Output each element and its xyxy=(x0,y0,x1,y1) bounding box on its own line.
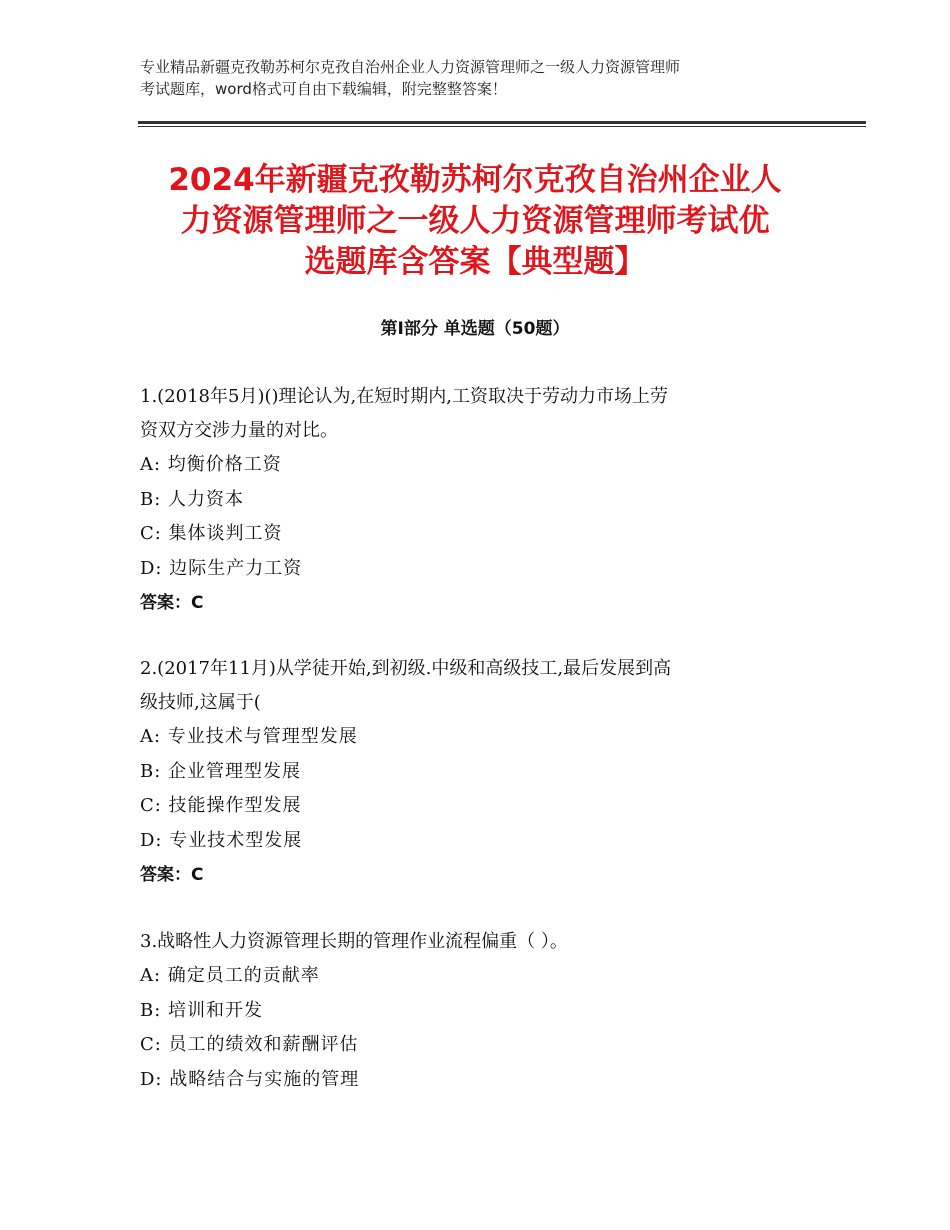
option-d: D: 边际生产力工资 xyxy=(140,557,303,579)
option-b: B: 培训和开发 xyxy=(140,999,264,1021)
header-note-line-2: 考试题库，word格式可自由下载编辑，附完整整答案！ xyxy=(140,80,507,98)
document-title xyxy=(100,160,850,283)
option-a: A: 专业技术与管理型发展 xyxy=(140,726,358,747)
option-a: A: 均衡价格工资 xyxy=(140,454,282,475)
question-stem-line: 2.(2017年11月)从学徒开始,到初级.中级和高级技工,最后发展到高 xyxy=(140,658,672,679)
answer-label: 答案：C xyxy=(140,865,204,885)
question-stem-line: 3.战略性人力资源管理长期的管理作业流程偏重（ ）。 xyxy=(140,931,568,952)
question-1 xyxy=(140,380,820,620)
option-c: C: 技能操作型发展 xyxy=(140,795,302,816)
option-c: C: 员工的绩效和薪酬评估 xyxy=(140,1034,359,1055)
question-stem-line: 1.(2018年5月)()理论认为,在短时期内,工资取决于劳动力市场上劳 xyxy=(140,386,668,407)
header-divider-thin xyxy=(138,126,866,127)
option-d: D: 战略结合与实施的管理 xyxy=(140,1068,360,1090)
question-stem-line: 资双方交涉力量的对比。 xyxy=(140,420,338,441)
option-b: B: 企业管理型发展 xyxy=(140,760,302,782)
option-d: D: 专业技术型发展 xyxy=(140,829,303,851)
header-divider-thick xyxy=(138,121,866,124)
question-2 xyxy=(140,652,820,892)
option-c: C: 集体谈判工资 xyxy=(140,523,283,544)
title-line-2: 力资源管理师之一级人力资源管理师考试优 xyxy=(180,203,770,239)
header-note-line-1: 专业精品新疆克孜勒苏柯尔克孜自治州企业人力资源管理师之一级人力资源管理师 xyxy=(140,58,681,76)
title-line-1: 2024年新疆克孜勒苏柯尔克孜自治州企业人 xyxy=(168,162,782,198)
title-line-3: 选题库含答案【典型题】 xyxy=(304,244,646,280)
option-a: A: 确定员工的贡献率 xyxy=(140,965,320,986)
section-title: 第Ⅰ部分 单选题（50题） xyxy=(380,319,570,339)
question-3 xyxy=(140,925,820,1097)
question-stem-line: 级技师,这属于( xyxy=(140,692,261,713)
option-b: B: 人力资本 xyxy=(140,488,245,510)
header-note xyxy=(140,56,830,100)
answer-label: 答案：C xyxy=(140,593,204,613)
